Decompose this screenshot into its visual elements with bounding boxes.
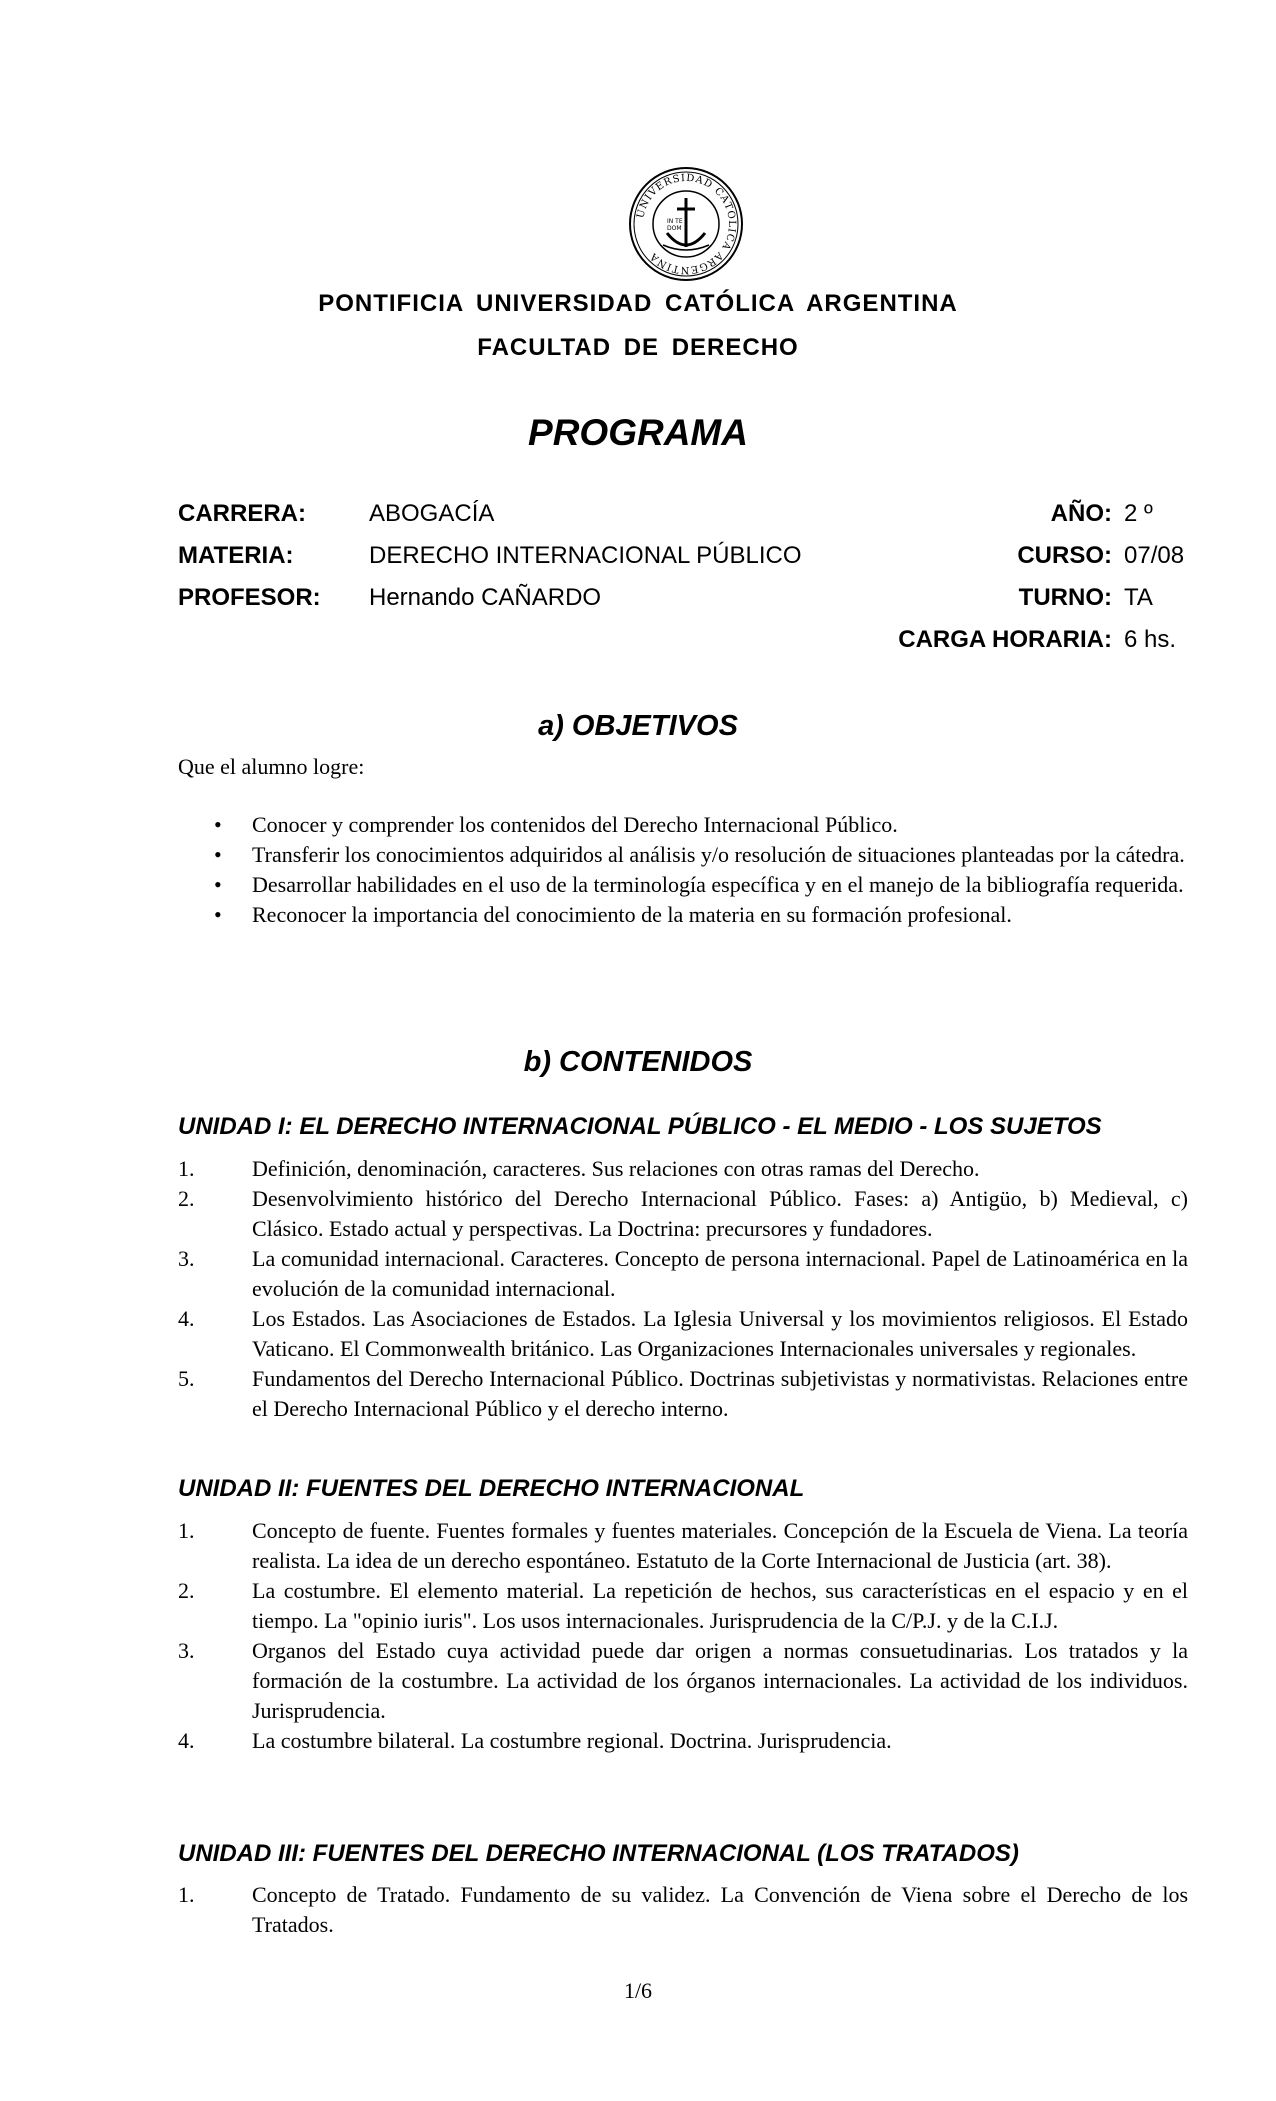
anio-value: 2 º — [1124, 500, 1153, 527]
item-text: Fundamentos del Derecho Internacional Público. Doctrinas subjetivistas y normativistas. Relaciones entre el Derecho Internacional Público y el derecho interno. — [252, 1366, 1188, 1421]
objetivos-list — [178, 810, 1188, 930]
unit-items-list — [178, 1880, 1188, 1940]
carrera-value: ABOGACÍA — [369, 500, 495, 527]
svg-text:IN TE: IN TE — [667, 218, 683, 225]
item-text: La costumbre. El elemento material. La repetición de hechos, sus características en el espacio y en el tiempo. La "opinio iuris". Los usos internacionales. Jurisprudencia de la C/P.J. y de la C.I.J. — [252, 1578, 1188, 1633]
list-item — [178, 1184, 1188, 1244]
curso-value: 07/08 — [1124, 542, 1185, 569]
carga-horaria-row — [788, 626, 1188, 656]
bullet-icon: • — [214, 842, 222, 867]
university-seal-logo — [627, 165, 745, 283]
item-text: Concepto de fuente. Fuentes formales y fuentes materiales. Concepción de la Escuela de Viena. La teoría realista. La idea de un derecho espontáneo. Estatuto de la Corte Internacional de Justicia (art. 38). — [252, 1518, 1188, 1573]
unit-items-list — [178, 1516, 1188, 1756]
item-text: Concepto de Tratado. Fundamento de su validez. La Convención de Viena sobre el Derecho de los Tratados. — [252, 1882, 1188, 1937]
turno-value: TA — [1124, 584, 1153, 611]
curso-label: CURSO: — [1017, 542, 1112, 569]
item-number: 3. — [178, 1638, 195, 1663]
anchor-cross-icon — [627, 165, 745, 283]
objetivos-title: a) OBJETIVOS — [538, 710, 738, 742]
item-text: La costumbre bilateral. La costumbre regional. Doctrina. Jurisprudencia. — [252, 1728, 892, 1753]
item-text: Definición, denominación, caracteres. Sus relaciones con otras ramas del Derecho. — [252, 1156, 980, 1181]
carga-horaria-value: 6 hs. — [1124, 626, 1177, 653]
item-number: 1. — [178, 1518, 195, 1543]
objetivo-item — [178, 870, 1188, 900]
unit-items-list — [178, 1154, 1188, 1424]
list-item — [178, 1154, 1188, 1184]
item-text: Los Estados. Las Asociaciones de Estados. La Iglesia Universal y los movimientos religiosos. El Estado Vaticano. El Commonwealth británico. Las Organizaciones Internacionales universales y regionales. — [252, 1306, 1188, 1361]
university-name: PONTIFICIA UNIVERSIDAD CATÓLICA ARGENTINA — [318, 290, 958, 317]
bullet-icon: • — [214, 872, 222, 897]
materia-row — [178, 542, 878, 572]
contenidos-title: b) CONTENIDOS — [523, 1046, 753, 1078]
objetivo-item — [178, 900, 1188, 930]
bullet-icon: • — [214, 812, 222, 837]
item-number: 5. — [178, 1366, 195, 1391]
unit-title: UNIDAD II: FUENTES DEL DERECHO INTERNACIONAL — [178, 1475, 805, 1502]
list-item — [178, 1726, 1188, 1756]
objetivo-text: Desarrollar habilidades en el uso de la terminología específica y en el manejo de la bibliografía requerida. — [252, 872, 1184, 897]
bullet-icon: • — [214, 902, 222, 927]
list-item — [178, 1576, 1188, 1636]
item-number: 2. — [178, 1186, 195, 1211]
item-number: 4. — [178, 1728, 195, 1753]
anio-label: AÑO: — [1050, 500, 1112, 527]
materia-label: MATERIA: — [178, 542, 294, 569]
svg-text:UNIVERSIDAD CATOLICA ARGENTINA: UNIVERSIDAD CATOLICA ARGENTINA — [635, 172, 738, 276]
materia-value: DERECHO INTERNACIONAL PÚBLICO — [369, 542, 802, 569]
item-number: 1. — [178, 1156, 195, 1181]
list-item — [178, 1304, 1188, 1364]
anio-row — [788, 500, 1188, 530]
list-item — [178, 1244, 1188, 1304]
list-item — [178, 1880, 1188, 1940]
profesor-label: PROFESOR: — [178, 584, 321, 611]
objetivo-item — [178, 840, 1188, 870]
item-number: 4. — [178, 1306, 195, 1331]
objetivo-item — [178, 810, 1188, 840]
turno-row — [788, 584, 1188, 614]
item-number: 3. — [178, 1246, 195, 1271]
objetivo-text: Reconocer la importancia del conocimiento de la materia en su formación profesional. — [252, 902, 1012, 927]
objetivo-text: Transferir los conocimientos adquiridos al análisis y/o resolución de situaciones planteadas por la cátedra. — [252, 842, 1185, 867]
svg-text:DOM: DOM — [667, 225, 682, 232]
list-item — [178, 1636, 1188, 1726]
unit-title: UNIDAD III: FUENTES DEL DERECHO INTERNACIONAL (LOS TRATADOS) — [178, 1840, 1019, 1867]
item-text: Organos del Estado cuya actividad puede dar origen a normas consuetudinarias. Los tratados y la formación de la costumbre. La actividad de los órganos internacionales. La actividad de los individuos. Jurisprudencia. — [252, 1638, 1188, 1723]
item-text: La comunidad internacional. Caracteres. Concepto de persona internacional. Papel de Latinoamérica en la evolución de la comunidad internacional. — [252, 1246, 1188, 1301]
list-item — [178, 1364, 1188, 1424]
profesor-value: Hernando CAÑARDO — [369, 584, 602, 611]
faculty-name: FACULTAD DE DERECHO — [477, 334, 799, 361]
unit-title: UNIDAD I: EL DERECHO INTERNACIONAL PÚBLICO - EL MEDIO - LOS SUJETOS — [178, 1113, 1102, 1140]
profesor-row — [178, 584, 878, 614]
curso-row — [788, 542, 1188, 572]
objetivos-intro: Que el alumno logre: — [178, 754, 365, 779]
carrera-label: CARRERA: — [178, 500, 306, 527]
document-title: PROGRAMA — [528, 412, 748, 453]
list-item — [178, 1516, 1188, 1576]
objetivo-text: Conocer y comprender los contenidos del Derecho Internacional Público. — [252, 812, 898, 837]
carrera-row — [178, 500, 878, 530]
page-number: 1/6 — [623, 1978, 653, 2003]
turno-label: TURNO: — [1018, 584, 1112, 611]
item-number: 1. — [178, 1882, 195, 1907]
carga-horaria-label: CARGA HORARIA: — [898, 626, 1112, 653]
item-number: 2. — [178, 1578, 195, 1603]
item-text: Desenvolvimiento histórico del Derecho Internacional Público. Fases: a) Antigüo, b) Medieval, c) Clásico. Estado actual y perspectivas. La Doctrina: precursores y fundadores. — [252, 1186, 1188, 1241]
